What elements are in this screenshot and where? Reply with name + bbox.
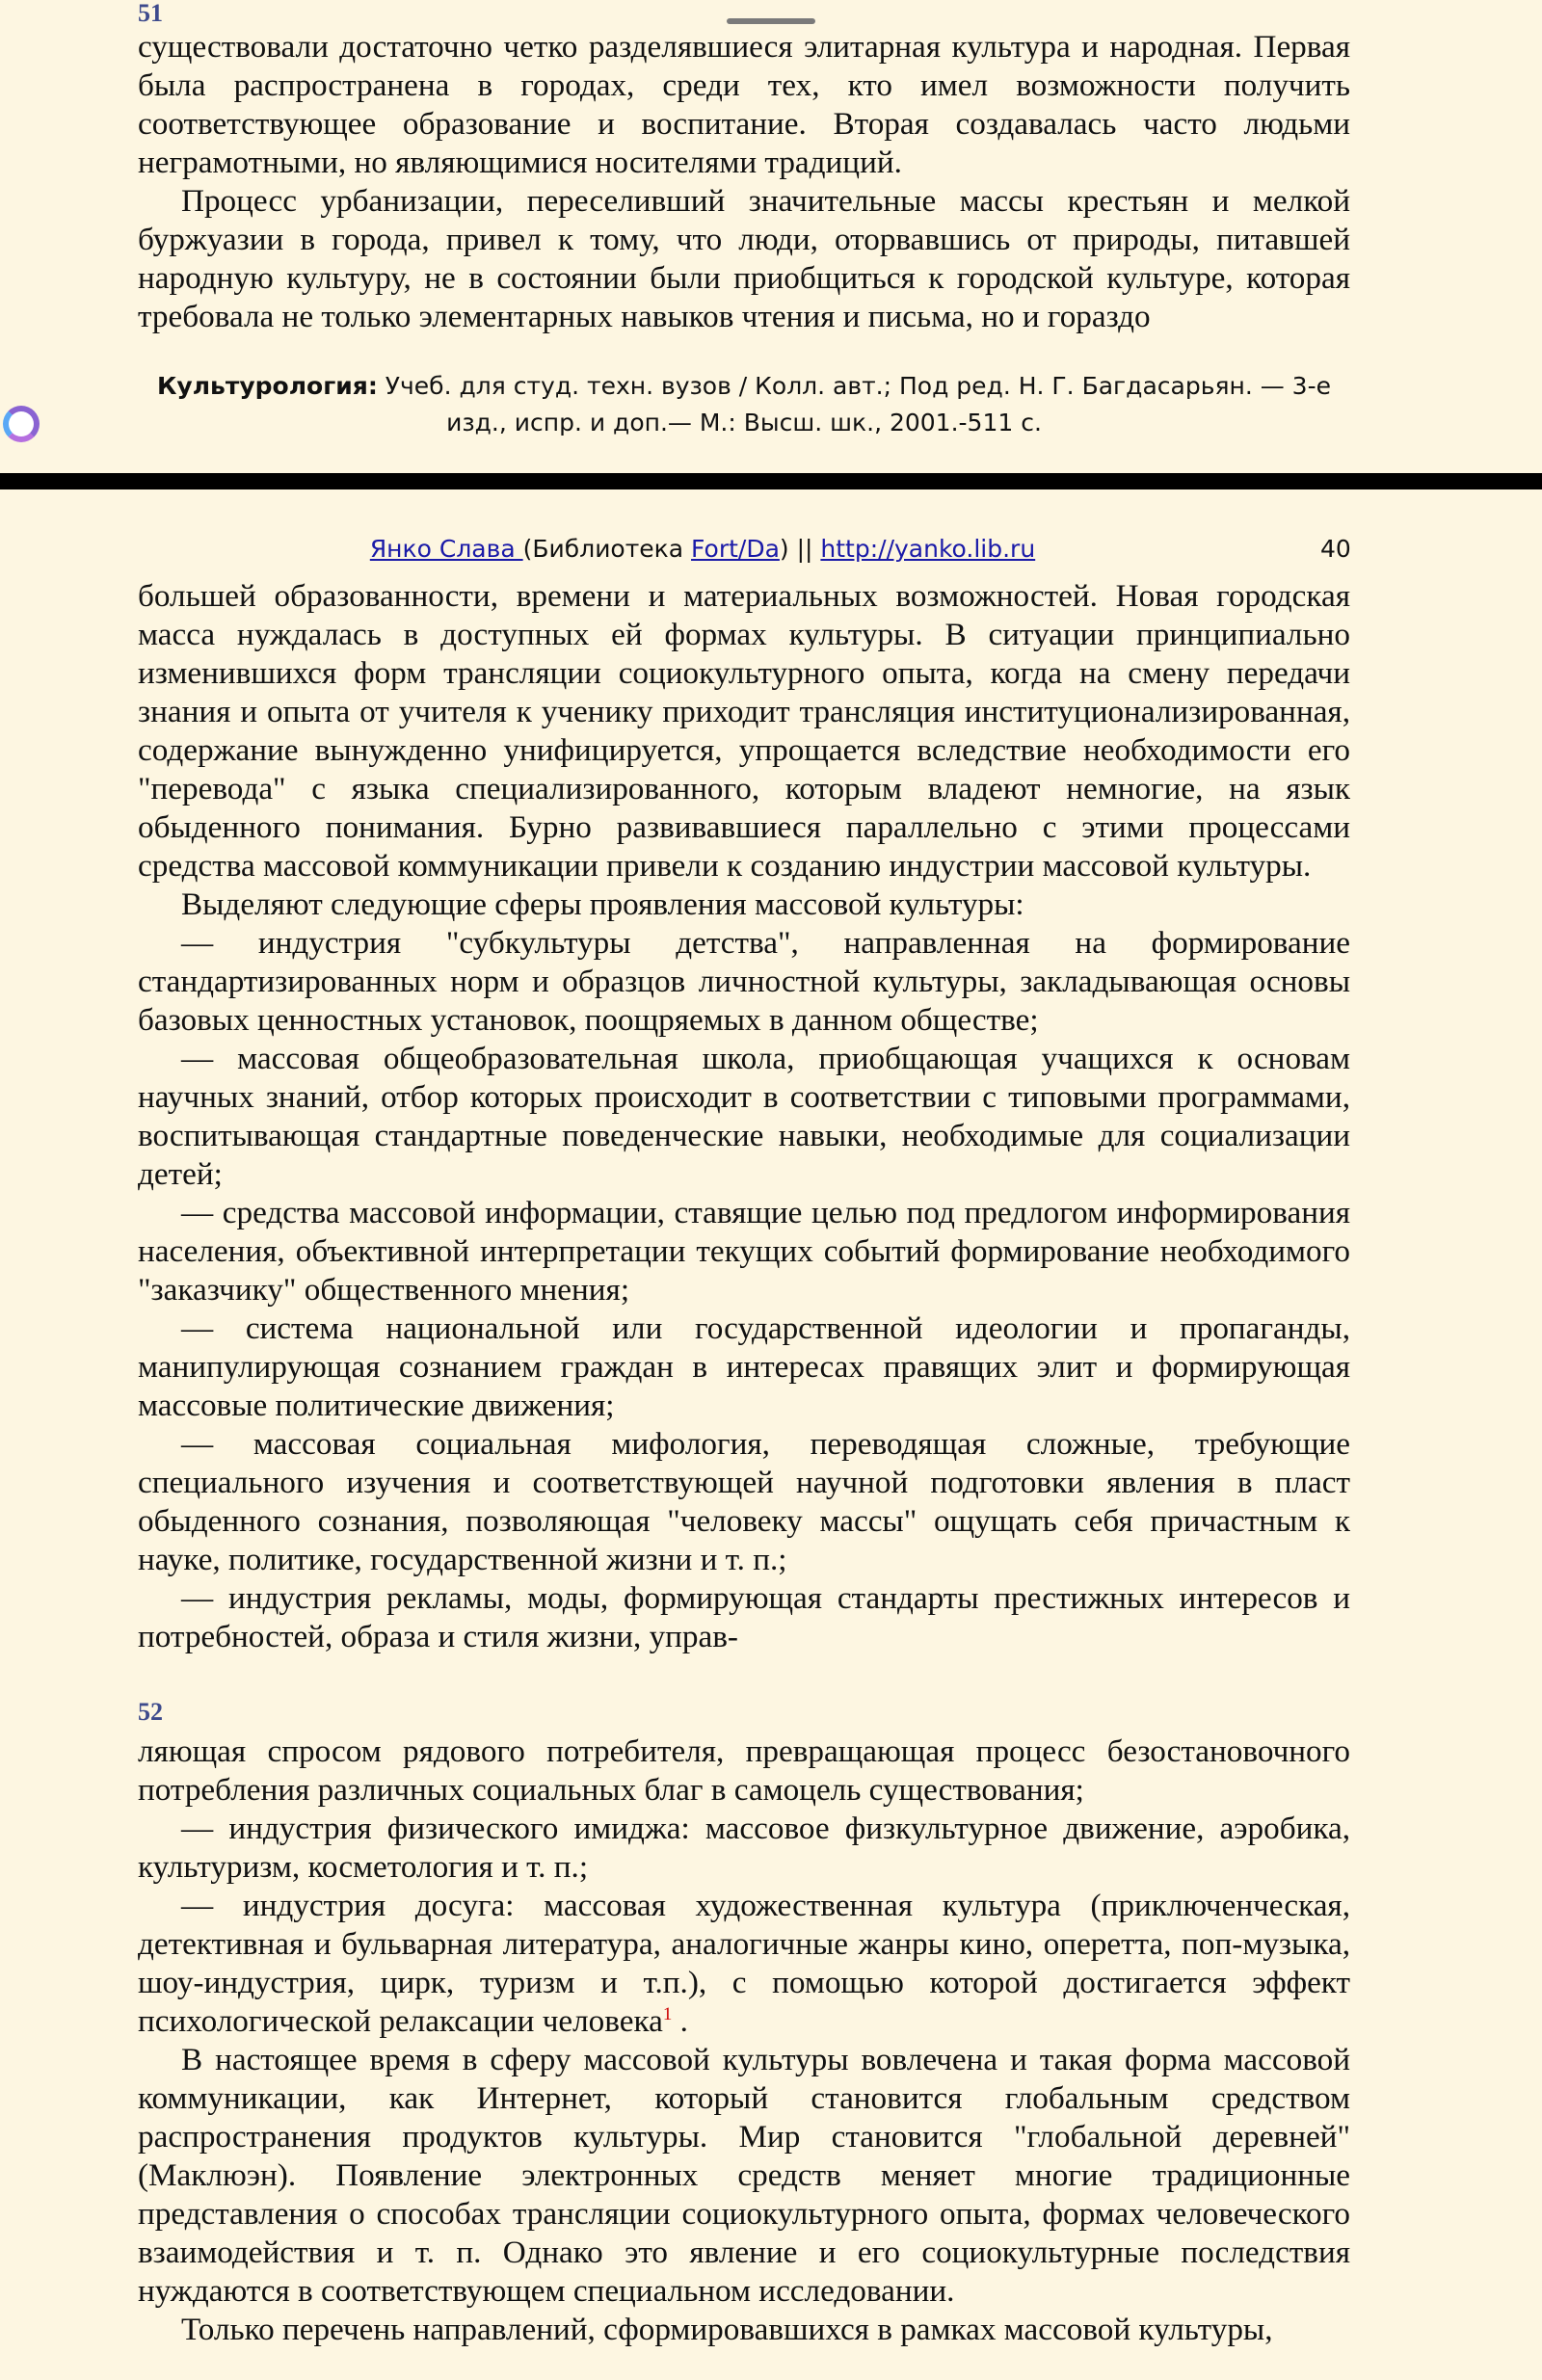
library-suffix: ) || <box>779 535 821 563</box>
list-item: — система национальной или государственной идеологии и пропаганды, манипулирующая сознанием граждан в интересах правящих элит и формирующая массовые политические движения; <box>138 1310 1350 1423</box>
list-item: — массовая общеобразовательная школа, приобщающая учащихся к основам научных знаний, отбор которых происходит в соответствии с типовыми программами, воспитывающая стандартные поведенческие навыки, необходимые для социализации детей; <box>138 1041 1350 1192</box>
citation <box>138 368 1350 441</box>
continued-text-block <box>138 1732 1350 2349</box>
paragraph: Выделяют следующие сферы проявления массовой культуры: <box>181 886 1024 922</box>
citation-details: Учеб. для студ. техн. вузов / Колл. авт.; Под ред. Н. Г. Багдасарьян. — 3-е изд., испр. и доп.— М.: Высш. шк., 2001.-511 с. <box>377 372 1331 436</box>
author-link[interactable]: Янко Слава <box>369 535 523 563</box>
list-item: — индустрия рекламы, моды, формирующая стандарты престижных интересов и потребностей, образа и стиля жизни, управ- <box>138 1580 1350 1654</box>
list-item: ляющая спросом рядового потребителя, превращающая процесс безостановочного потребления различных социальных благ в самоцель существования; <box>138 1733 1350 1808</box>
paragraph: существовали достаточно четко разделявшиеся элитарная культура и народная. Первая была распространена в городах, среди тех, кто имел возможности получить соответствующее образование и воспитание. Вторая создавалась часто людьми неграмотными, но являющимися носителями традиций. <box>138 29 1350 180</box>
page-marker-51: 51 <box>138 0 163 27</box>
library-prefix: (Библиотека <box>522 535 692 563</box>
top-text-block <box>138 28 1350 336</box>
loading-spinner-icon <box>3 406 40 442</box>
page-marker-52: 52 <box>138 1698 163 1726</box>
paragraph: Только перечень направлений, сформировавшихся в рамках массовой культуры, <box>181 2312 1273 2347</box>
page-separator <box>0 473 1542 489</box>
paragraph: Процесс урбанизации, переселивший значительные массы крестьян и мелкой буржуазии в города, привел к тому, что люди, оторвавшись от природы, питавшей народную культуру, не в состоянии были приобщиться к городской культуре, которая требовала не только элементарных навыков чтения и письма, но и гораздо <box>138 183 1350 334</box>
leisure-text: — индустрия досуга: массовая художественная культура (приключенческая, детективная и бульварная литература, аналогичные жанры кино, оперетта, поп-музыка, шоу-индустрия, цирк, туризм и т.п.), с помощью которой достигается эффект психологической релаксации человека <box>138 1888 1350 2039</box>
paragraph: большей образованности, времени и материальных возможностей. Новая городская масса нуждалась в доступных ей формах культуры. В ситуации принципиально изменившихся форм трансляции социокультурного опыта, когда на смену передачи знания и опыта от учителя к ученику приходит трансляция институционализированная, содержание вынужденно унифицируется, упрощается вследствие необходимости его "перевода" с языка специализированного, которым владеют немногие, на язык обыденного понимания. Бурно развивавшиеся параллельно с этими процессами средства массовой коммуникации привели к созданию индустрии массовой культуры. <box>138 578 1350 884</box>
drag-handle[interactable] <box>727 18 815 24</box>
page-number: 40 <box>1320 535 1351 563</box>
url-link[interactable]: http://yanko.lib.ru <box>820 535 1036 563</box>
list-item: — индустрия физического имиджа: массовое физкультурное движение, аэробика, культуризм, косметология и т. п.; <box>138 1811 1350 1885</box>
list-item <box>138 1887 1350 2041</box>
citation-title: Культурология: <box>157 372 378 400</box>
main-text-block <box>138 577 1350 1656</box>
list-item: — массовая социальная мифология, переводящая сложные, требующие специального изучения и соответствующей научной подготовки явления в пласт обыденного сознания, позволяющая "человеку массы" ощущать себя причастным к науке, политике, государственной жизни и т. п.; <box>138 1426 1350 1577</box>
library-link[interactable]: Fort/Da <box>691 535 780 563</box>
list-item: — индустрия "субкультуры детства", направленная на формирование стандартизированных норм и образцов личностной культуры, закладывающая основы базовых ценностных установок, поощряемых в данном обществе; <box>138 925 1350 1038</box>
paragraph: В настоящее время в сферу массовой культуры вовлечена и такая форма массовой коммуникации, как Интернет, который становится глобальным средством распространения продуктов культуры. Мир становится "глобальной деревней" (Маклюэн). Появление электронных средств меняет многие традиционные представления о способах трансляции социокультурного опыта, формах человеческого взаимодействия и т. п. Однако это явление и его социокультурные последствия нуждаются в соответствующем специальном исследовании. <box>138 2042 1350 2309</box>
leisure-tail: . <box>672 2003 688 2039</box>
list-item: — средства массовой информации, ставящие целью под предлогом информирования населения, объективной интерпретации текущих событий формирование необходимого "заказчику" общественного мнения; <box>138 1195 1350 1308</box>
footnote-link[interactable]: 1 <box>662 2003 673 2024</box>
